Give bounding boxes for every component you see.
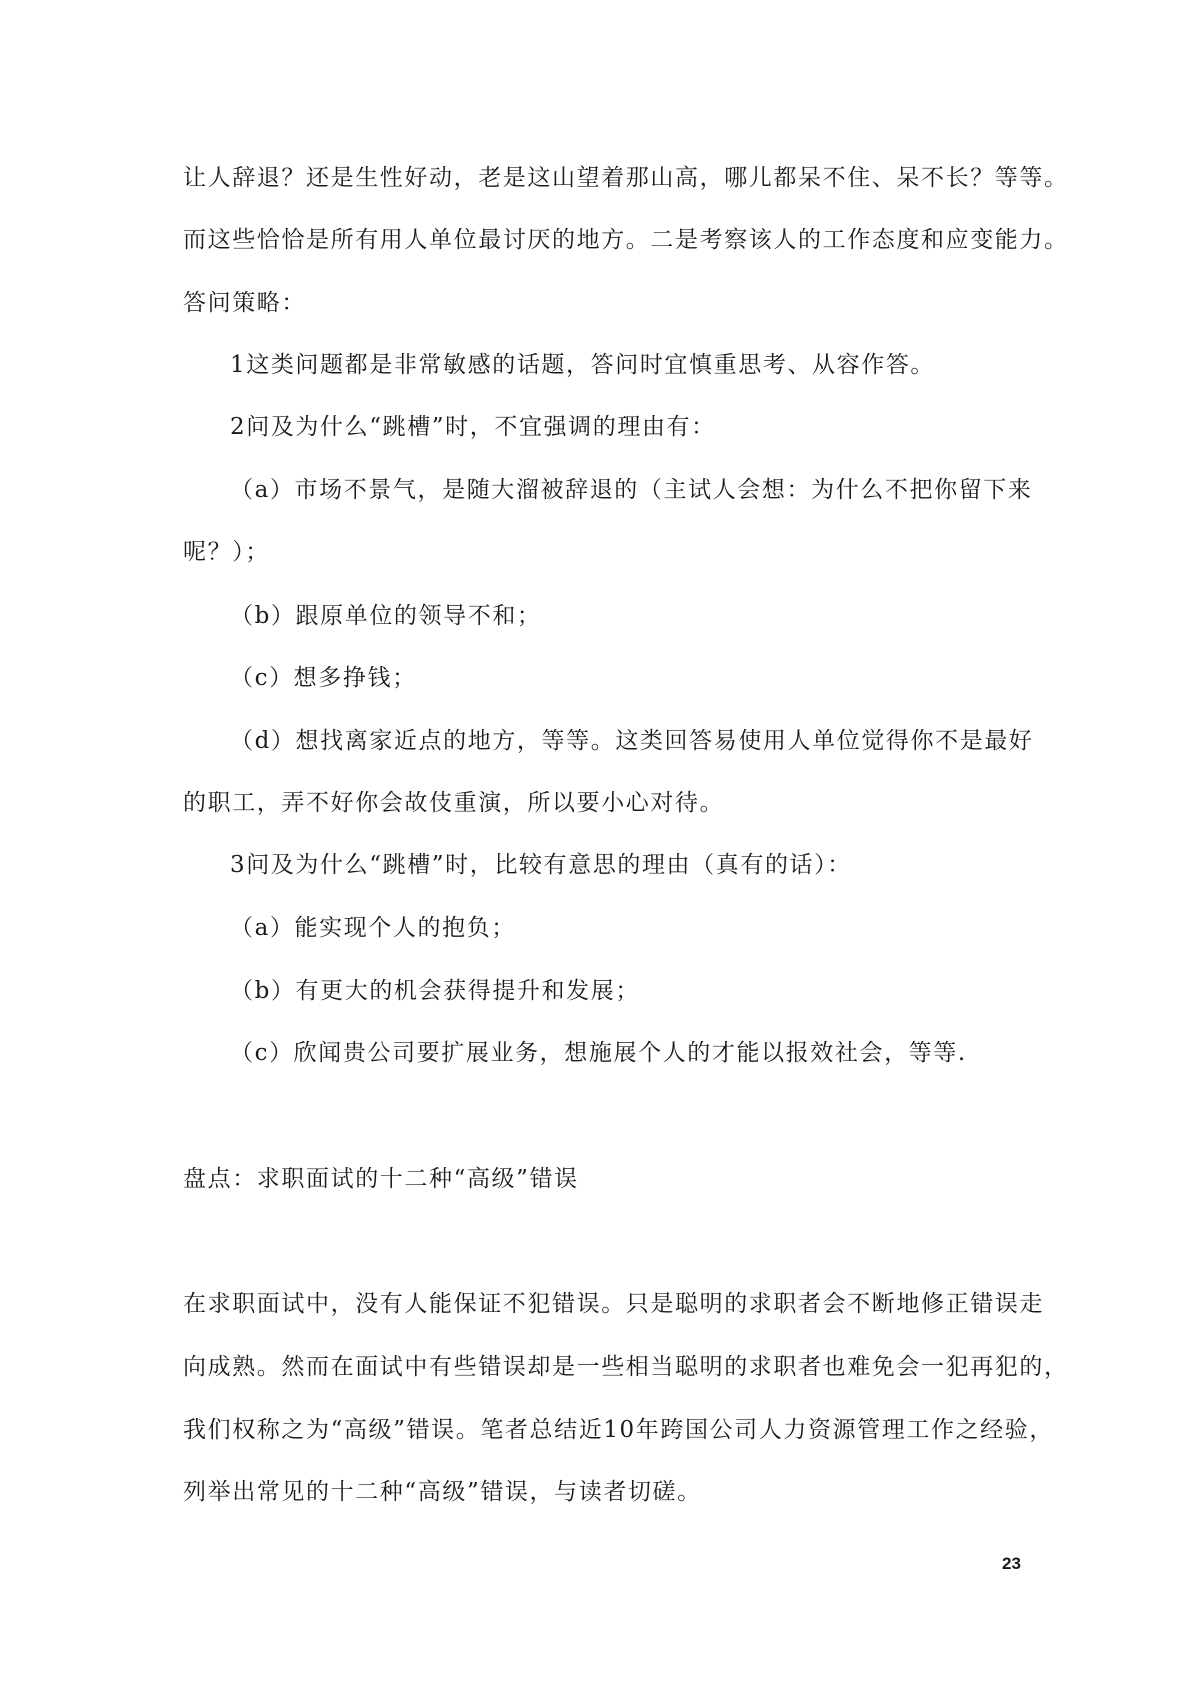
list-item: （c）欣闻贵公司要扩展业务，想施展个人的才能以报效社会，等等. [230,1040,967,1066]
paragraph-line: 答问策略： [183,290,306,316]
paragraph-line: 让人辞退？还是生性好动，老是这山望着那山高，哪儿都呆不住、呆不长？等等。 [183,165,1069,191]
intro-line: 向成熟。然而在面试中有些错误却是一些相当聪明的求职者也难免会一犯再犯的， [183,1354,1069,1380]
list-item: （c）想多挣钱； [230,665,417,691]
list-item: （b）有更大的机会获得提升和发展； [230,978,640,1004]
intro-line: 列举出常见的十二种“高级”错误，与读者切磋。 [183,1479,702,1505]
list-item: （a）市场不景气，是随大溜被辞退的（主试人会想：为什么不把你留下来 [230,477,1033,503]
list-item-continuation: 呢？）； [183,539,270,565]
intro-line: 我们权称之为“高级”错误。笔者总结近10年跨国公司人力资源管理工作之经验， [183,1417,1054,1443]
list-item: 2问及为什么“跳槽”时，不宜强调的理由有： [230,414,716,440]
list-item: （b）跟原单位的领导不和； [230,603,542,629]
page-number: 23 [1002,1554,1021,1573]
list-item: 3问及为什么“跳槽”时，比较有意思的理由（真有的话）： [230,852,852,878]
intro-line: 在求职面试中，没有人能保证不犯错误。只是聪明的求职者会不断地修正错误走 [183,1291,1044,1317]
list-item: 1这类问题都是非常敏感的话题，答问时宜慎重思考、从容作答。 [230,352,936,378]
section-title: 盘点：求职面试的十二种“高级”错误 [183,1166,579,1192]
list-item-continuation: 的职工，弄不好你会故伎重演，所以要小心对待。 [183,790,725,816]
paragraph-line: 而这些恰恰是所有用人单位最讨厌的地方。二是考察该人的工作态度和应变能力。 [183,227,1069,253]
list-item: （a）能实现个人的抱负； [230,915,516,941]
list-item: （d）想找离家近点的地方，等等。这类回答易使用人单位觉得你不是最好 [230,728,1034,754]
